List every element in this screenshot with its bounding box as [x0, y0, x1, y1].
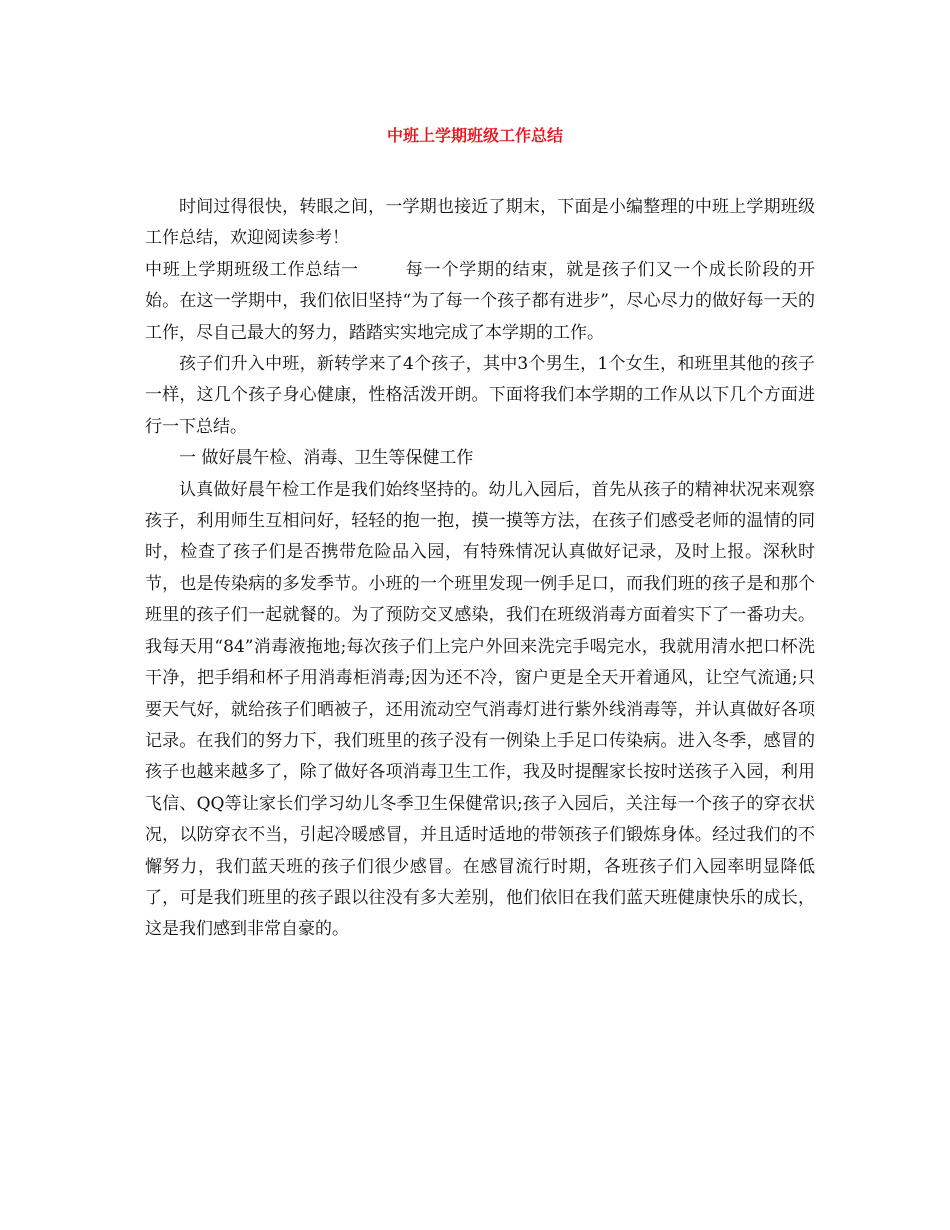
section-one-paragraph [145, 255, 815, 349]
document-body [145, 192, 815, 946]
class-situation-paragraph: 孩子们升入中班，新转学来了4个孩子，其中3个男生，1个女生，和班里其他的孩子一样，这几个孩子身心健康，性格活泼开朗。下面将我们本学期的工作从以下几个方面进行一下总结。 [145, 354, 815, 437]
section-one-text: 每一个学期的结束，就是孩子们又一个成长阶段的开始。在这一学期中，我们依旧坚持“为了每一个孩子都有进步”，尽心尽力的做好每一天的工作，尽自己最大的努力，踏踏实实地完成了本学期的工作。 [145, 259, 816, 343]
document-title: 中班上学期班级工作总结 [386, 126, 563, 145]
subheading-health-work: 一 做好晨午检、消毒、卫生等保健工作 [179, 448, 474, 469]
intro-paragraph: 时间过得很快，转眼之间，一学期也接近了期末，下面是小编整理的中班上学期班级工作总结，欢迎阅读参考！ [145, 197, 815, 249]
section-one-heading: 中班上学期班级工作总结一 [145, 259, 359, 280]
health-work-paragraph: 认真做好晨午检工作是我们始终坚持的。幼儿入园后，首先从孩子的精神状况来观察孩子，利用师生互相问好，轻轻的抱一抱，摸一摸等方法，在孩子们感受老师的温情的同时，检查了孩子们是否携带危险品入园，有特殊情况认真做好记录，及时上报。深秋时节，也是传染病的多发季节。小班的一个班里发现一例手足口，而我们班的孩子是和那个班里的孩子们一起就餐的。为了预防交叉感染，我们在班级消毒方面着实下了一番功夫。我每天用“84”消毒液拖地;每次孩子们上完户外回来洗完手喝完水，我就用清水把口杯洗干净，把手绢和杯子用消毒柜消毒;因为还不冷，窗户更是全天开着通风，让空气流通;只要天气好，就给孩子们晒被子，还用流动空气消毒灯进行紫外线消毒等，并认真做好各项记录。在我们的努力下，我们班里的孩子没有一例染上手足口传染病。进入冬季，感冒的孩子也越来越多了，除了做好各项消毒卫生工作，我及时提醒家长按时送孩子入园，利用飞信、QQ等让家长们学习幼儿冬季卫生保健常识;孩子入园后，关注每一个孩子的穿衣状况，以防穿衣不当，引起冷暖感冒，并且适时适地的带领孩子们锻炼身体。经过我们的不懈努力，我们蓝天班的孩子们很少感冒。在感冒流行时期，各班孩子们入园率明显降低了，可是我们班里的孩子跟以往没有多大差别，他们依旧在我们蓝天班健康快乐的成长，这是我们感到非常自豪的。 [145, 479, 815, 940]
